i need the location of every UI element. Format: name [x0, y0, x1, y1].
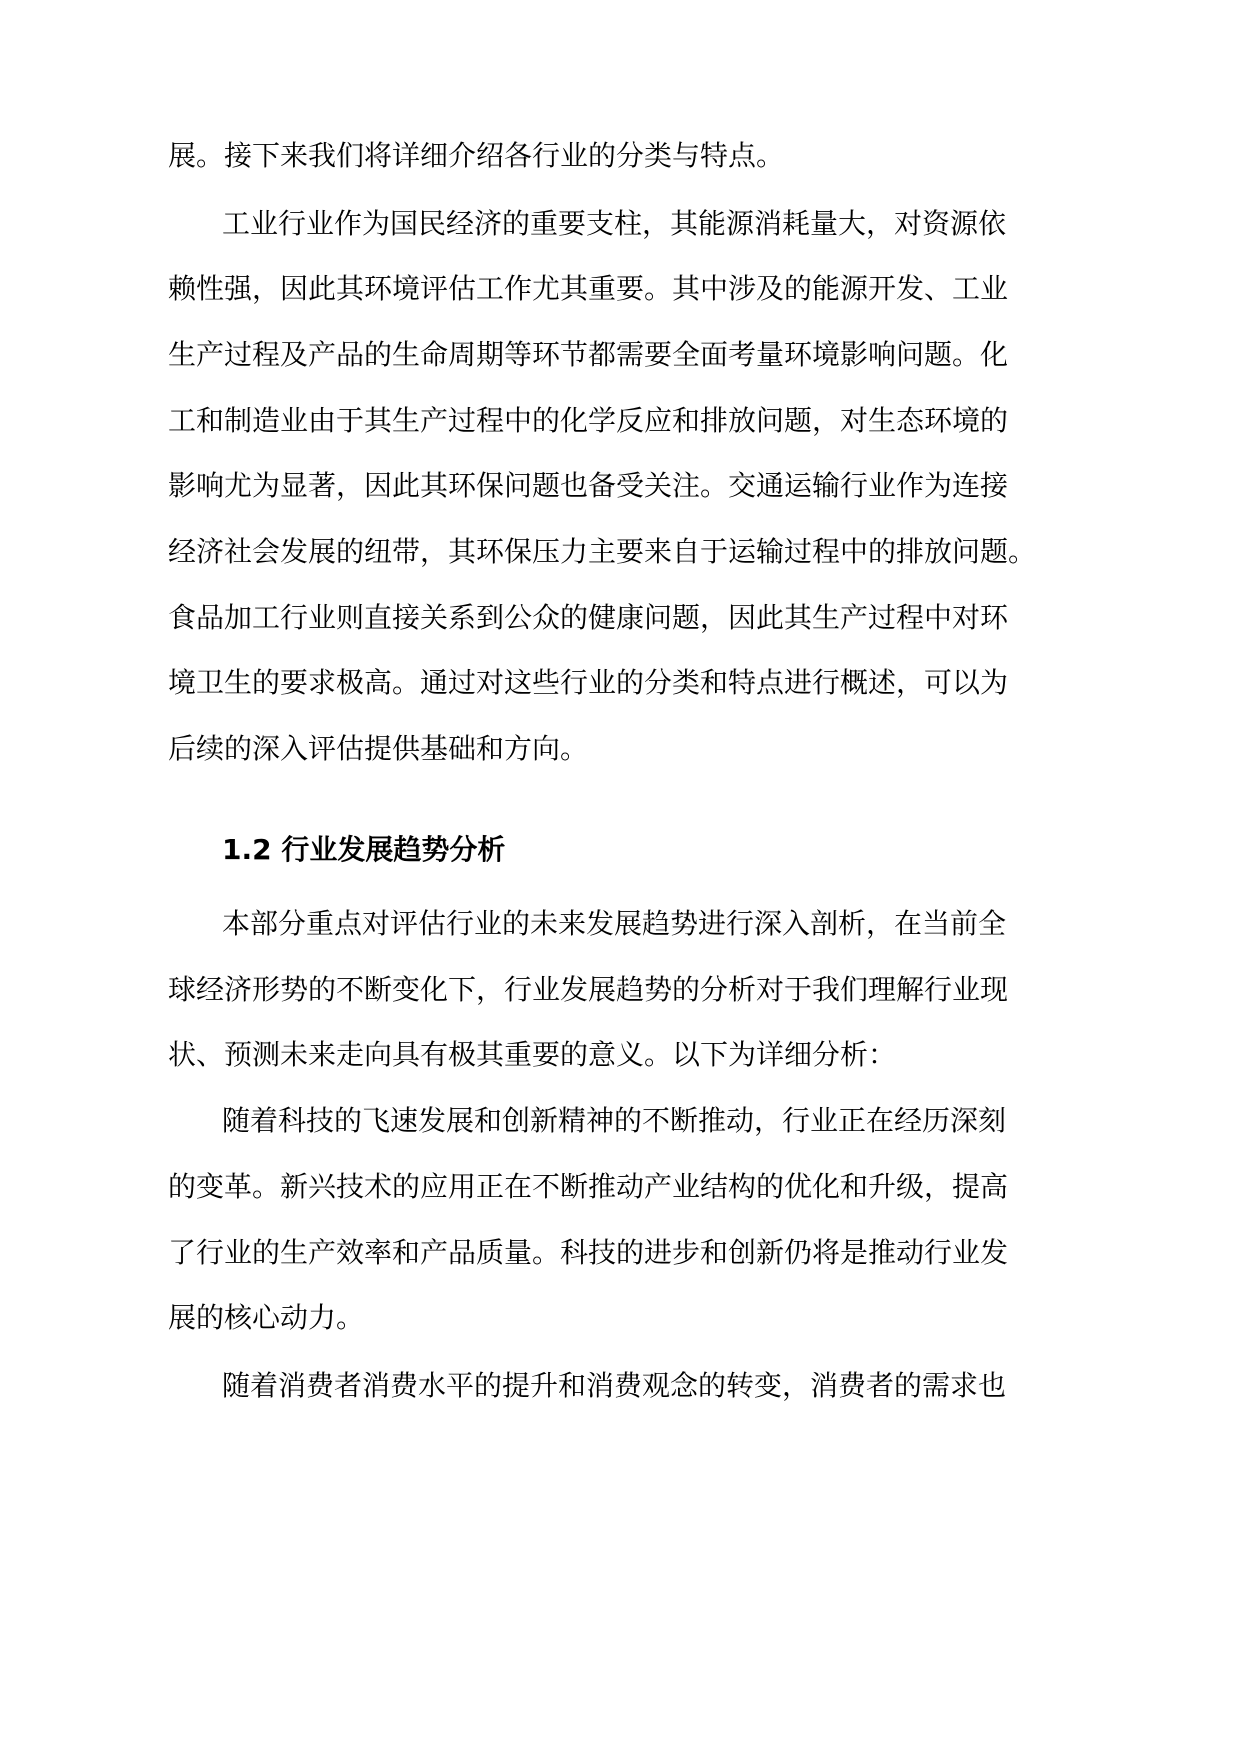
paragraph-line: 影响尤为显著，因此其环保问题也备受关注。交通运输行业作为连接	[168, 469, 1009, 502]
paragraph-line: 工业行业作为国民经济的重要支柱，其能源消耗量大，对资源依	[222, 207, 1007, 240]
paragraph-line: 食品加工行业则直接关系到公众的健康问题，因此其生产过程中对环	[168, 601, 1009, 634]
paragraph-line: 展的核心动力。	[168, 1301, 365, 1334]
paragraph-line: 展。接下来我们将详细介绍各行业的分类与特点。	[168, 139, 785, 172]
paragraph-line: 后续的深入评估提供基础和方向。	[168, 732, 589, 765]
paragraph-line: 本部分重点对评估行业的未来发展趋势进行深入剖析，在当前全	[222, 907, 1007, 940]
paragraph-line: 境卫生的要求极高。通过对这些行业的分类和特点进行概述，可以为	[168, 666, 1009, 699]
paragraph-line: 生产过程及产品的生命周期等环节都需要全面考量环境影响问题。化	[168, 338, 1009, 371]
paragraph-line: 状、预测未来走向具有极其重要的意义。以下为详细分析：	[168, 1038, 897, 1071]
paragraph-line: 赖性强，因此其环境评估工作尤其重要。其中涉及的能源开发、工业	[168, 272, 1009, 305]
paragraph-line: 工和制造业由于其生产过程中的化学反应和排放问题，对生态环境的	[168, 404, 1009, 437]
paragraph-line: 了行业的生产效率和产品质量。科技的进步和创新仍将是推动行业发	[168, 1236, 1009, 1269]
paragraph-line: 的变革。新兴技术的应用正在不断推动产业结构的优化和升级，提高	[168, 1170, 1009, 1203]
paragraph-line: 随着消费者消费水平的提升和消费观念的转变，消费者的需求也	[222, 1369, 1007, 1402]
section-heading: 1.2 行业发展趋势分析	[222, 833, 506, 866]
paragraph-line: 随着科技的飞速发展和创新精神的不断推动，行业正在经历深刻	[222, 1104, 1007, 1137]
paragraph-line: 球经济形势的不断变化下，行业发展趋势的分析对于我们理解行业现	[168, 973, 1009, 1006]
paragraph-line: 经济社会发展的纽带，其环保压力主要来自于运输过程中的排放问题。	[168, 535, 1037, 568]
